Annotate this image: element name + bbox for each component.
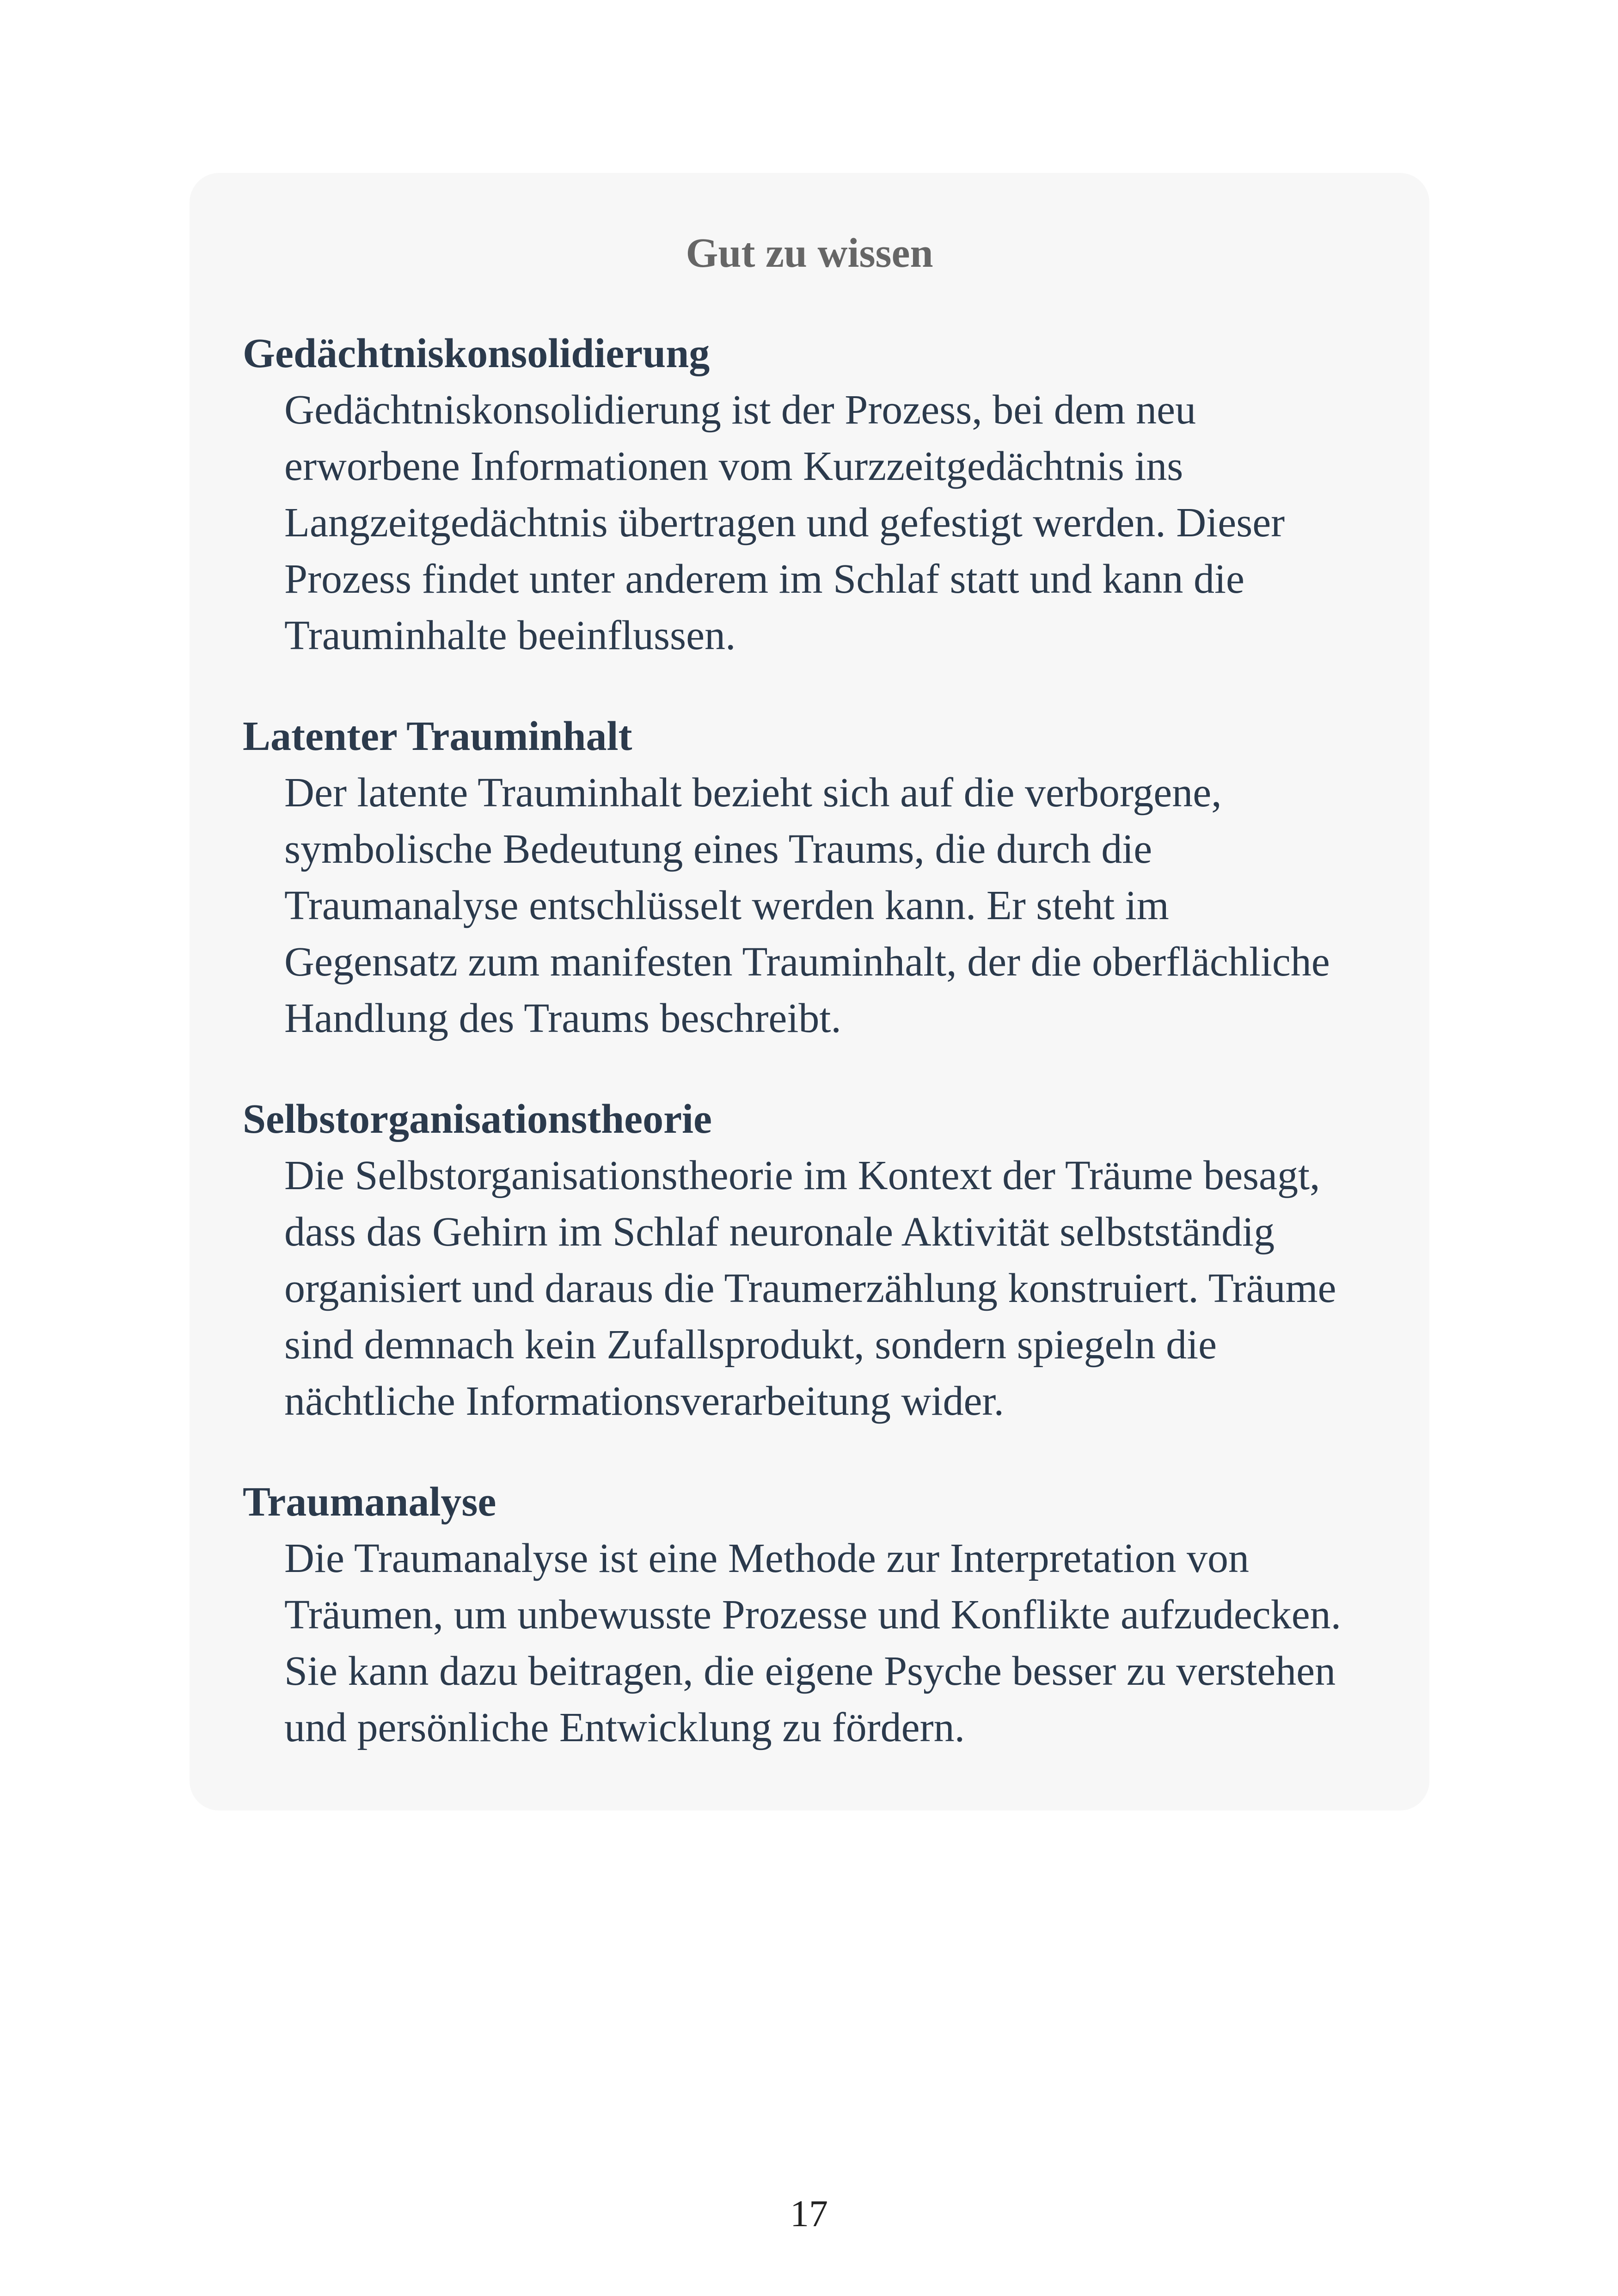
definition-line: erworbene Informationen vom Kurzzeitgedächtnis ins <box>284 443 1183 489</box>
info-box-title: Gut zu wissen <box>686 230 933 276</box>
definition-line: Trauminhalte beeinflussen. <box>284 613 736 658</box>
glossary-entry <box>243 1091 1398 1430</box>
definition-line: Die Selbstorganisationstheorie im Kontext der Träume besagt, <box>284 1153 1320 1198</box>
definition-line: organisiert und daraus die Traumerzählung konstruiert. Träume <box>284 1265 1336 1311</box>
definition-line: Gegensatz zum manifesten Trauminhalt, der die oberflächliche <box>284 939 1330 985</box>
definition-line: Träumen, um unbewusste Prozesse und Konflikte aufzudecken. <box>284 1592 1342 1638</box>
glossary-term: Latenter Trauminhalt <box>243 713 632 759</box>
definition-line: Prozess findet unter anderem im Schlaf statt und kann die <box>284 556 1244 602</box>
glossary-term: Selbstorganisationstheorie <box>243 1096 712 1142</box>
glossary-definition <box>243 1530 1398 1756</box>
definition-line: symbolische Bedeutung eines Traums, die durch die <box>284 826 1152 872</box>
glossary-entry <box>243 708 1398 1047</box>
info-box <box>190 173 1429 1811</box>
definition-line: dass das Gehirn im Schlaf neuronale Aktivität selbstständig <box>284 1209 1275 1255</box>
glossary-term: Gedächtniskonsolidierung <box>243 331 710 376</box>
definition-line: Handlung des Traums beschreibt. <box>284 995 841 1041</box>
definition-line: und persönliche Entwicklung zu fördern. <box>284 1705 965 1750</box>
definition-line: Die Traumanalyse ist eine Methode zur Interpretation von <box>284 1535 1249 1581</box>
glossary-definition <box>243 765 1398 1047</box>
glossary-definition <box>243 382 1398 664</box>
glossary-definition <box>243 1148 1398 1430</box>
definition-line: nächtliche Informationsverarbeitung wider. <box>284 1378 1004 1424</box>
definition-line: Langzeitgedächtnis übertragen und gefestigt werden. Dieser <box>284 500 1285 546</box>
definition-line: Gedächtniskonsolidierung ist der Prozess, bei dem neu <box>284 387 1196 433</box>
definition-line: sind demnach kein Zufallsprodukt, sondern spiegeln die <box>284 1322 1217 1368</box>
definition-line: Traumanalyse entschlüsselt werden kann. Er steht im <box>284 883 1169 928</box>
glossary-entry <box>243 325 1398 664</box>
glossary-entry <box>243 1474 1398 1756</box>
page-number: 17 <box>790 2192 828 2235</box>
definition-line: Sie kann dazu beitragen, die eigene Psyche besser zu verstehen <box>284 1648 1336 1694</box>
glossary-term: Traumanalyse <box>243 1479 496 1525</box>
glossary-list <box>243 325 1398 1756</box>
definition-line: Der latente Trauminhalt bezieht sich auf die verborgene, <box>284 770 1222 816</box>
